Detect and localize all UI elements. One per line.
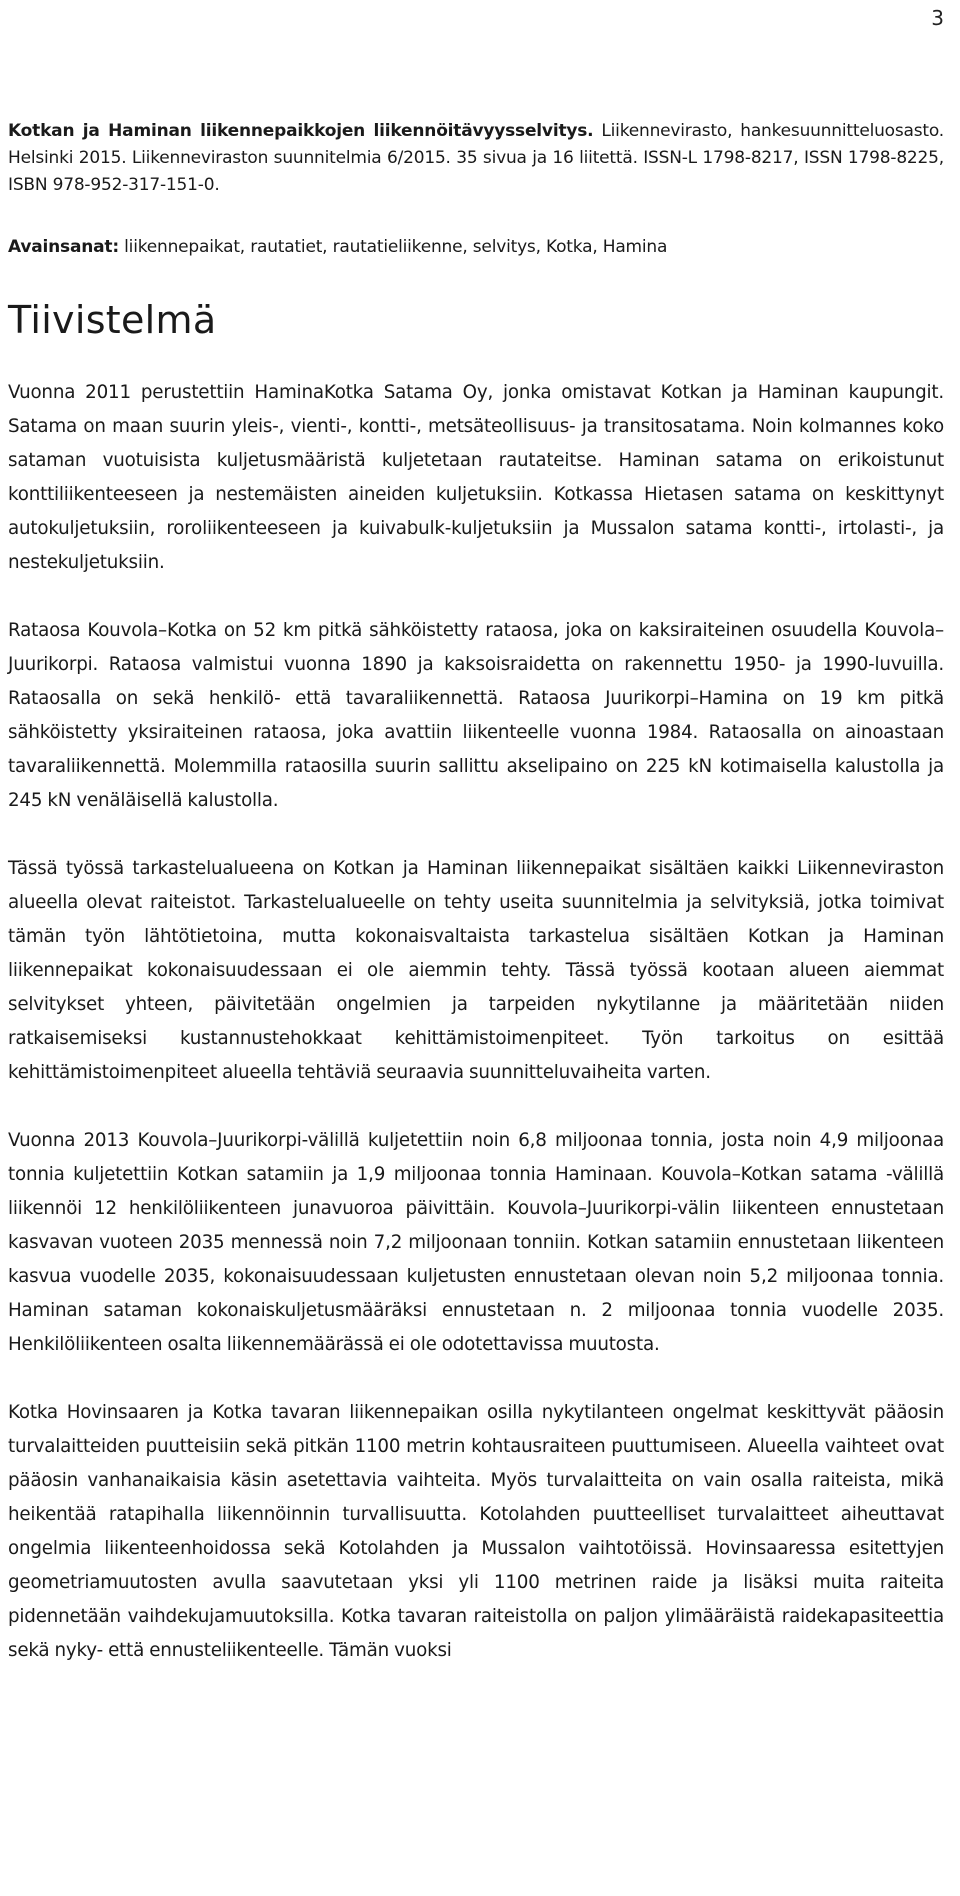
keywords-text: liikennepaikat, rautatiet, rautatieliikenne, selvitys, Kotka, Hamina bbox=[124, 237, 668, 257]
citation-block bbox=[8, 118, 944, 199]
page-number: 3 bbox=[931, 6, 944, 30]
summary-paragraph-1: Vuonna 2011 perustettiin HaminaKotka Satama Oy, jonka omistavat Kotkan ja Haminan kaupungit. Satama on maan suurin yleis-, vienti-, kontti-, metsäteollisuus- ja transitosatama. Noin kolmannes koko sataman vuotuisista kuljetusmääristä kuljetetaan rautateitse. Haminan satama on erikoistunut konttiliikenteeseen ja nestemäisten aineiden kuljetuksiin. Kotkassa Hietasen satama on keskittynyt autokuljetuksiin, roroliikenteeseen ja kuivabulk-kuljetuksiin ja Mussalon satama kontti-, irtolasti-, ja nestekuljetuksiin. bbox=[8, 382, 944, 573]
summary-paragraph-4: Vuonna 2013 Kouvola–Juurikorpi-välillä kuljetettiin noin 6,8 miljoonaa tonnia, josta noin 4,9 miljoonaa tonnia kuljetettiin Kotkan satamiin ja 1,9 miljoonaa tonnia Haminaan. Kouvola–Kotkan satama -välillä liikennöi 12 henkilöliikenteen junavuoroa päivittäin. Kouvola–Juurikorpi-välin liikenteen ennustetaan kasvavan vuoteen 2035 mennessä noin 7,2 miljoonaan tonniin. Kotkan satamiin ennustetaan liikenteen kasvua vuodelle 2035, kokonaisuudessaan kuljetusten ennustetaan olevan noin 5,2 miljoonaa tonnia. Haminan sataman kokonaiskuljetusmääräksi ennustetaan n. 2 miljoonaa tonnia vuodelle 2035. Henkilöliikenteen osalta liikennemäärässä ei ole odotettavissa muutosta. bbox=[8, 1130, 944, 1355]
summary-paragraph-5: Kotka Hovinsaaren ja Kotka tavaran liikennepaikan osilla nykytilanteen ongelmat keskittyvät pääosin turvalaitteiden puutteisiin sekä pitkän 1100 metrin kohtausraiteen puuttumiseen. Alueella vaihteet ovat pääosin vanhanaikaisia käsin asetettavia vaihteita. Myös turvalaitteita on vain osalla raiteista, mikä heikentää ratapihalla liikennöinnin turvallisuutta. Kotolahden puutteelliset turvalaitteet aiheuttavat ongelmia liikenteenhoidossa sekä Kotolahden ja Mussalon vaihtotöissä. Hovinsaaressa esitettyjen geometriamuutosten avulla saavutetaan yksi yli 1100 metrinen raide ja lisäksi muita raiteita pidennetään vaihdekujamuutoksilla. Kotka tavaran raiteistolla on paljon ylimääräistä raidekapasiteettia sekä nyky- että ennusteliikenteelle. Tämän vuoksi bbox=[8, 1402, 944, 1661]
summary-paragraph-2: Rataosa Kouvola–Kotka on 52 km pitkä sähköistetty rataosa, joka on kaksiraiteinen osuudella Kouvola–Juurikorpi. Rataosa valmistui vuonna 1890 ja kaksoisraidetta on rakennettu 1950- ja 1990-luvuilla. Rataosalla on sekä henkilö- että tavaraliikennettä. Rataosa Juurikorpi–Hamina on 19 km pitkä sähköistetty yksiraiteinen rataosa, joka avattiin liikenteelle vuonna 1984. Rataosalla on ainoastaan tavaraliikennettä. Molemmilla rataosilla suurin sallittu akselipaino on 225 kN kotimaisella kalustolla ja 245 kN venäläisellä kalustolla. bbox=[8, 620, 944, 811]
citation-details: Liikennevirasto, hankesuunnitteluosasto. Helsinki 2015. Liikenneviraston suunnitelmia 6/2015. 35 sivua ja 16 liitettä. ISSN-L 1798-8217, ISSN 1798-8225, ISBN 978-952-317-151-0. bbox=[8, 121, 944, 195]
keywords-line bbox=[8, 234, 944, 261]
document-body bbox=[8, 118, 944, 1702]
summary-heading: Tiivistelmä bbox=[8, 298, 217, 342]
citation-title: Kotkan ja Haminan liikennepaikkojen liikennöitävyysselvitys. bbox=[8, 121, 594, 141]
summary-paragraph-3: Tässä työssä tarkastelualueena on Kotkan ja Haminan liikennepaikat sisältäen kaikki Liikenneviraston alueella olevat raiteistot. Tarkastelualueelle on tehty useita suunnitelmia ja selvityksiä, jotka toimivat tämän työn lähtötietoina, mutta kokonaisvaltaista tarkastelua sisältäen Kotkan ja Haminan liikennepaikat kokonaisuudessaan ei ole aiemmin tehty. Tässä työssä kootaan alueen aiemmat selvitykset yhteen, päivitetään ongelmien ja tarpeiden nykytilanne ja määritetään niiden ratkaisemiseksi kustannustehokkaat kehittämistoimenpiteet. Työn tarkoitus on esittää kehittämistoimenpiteet alueella tehtäviä seuraavia suunnitteluvaiheita varten. bbox=[8, 858, 944, 1083]
keywords-label: Avainsanat: bbox=[8, 237, 119, 257]
